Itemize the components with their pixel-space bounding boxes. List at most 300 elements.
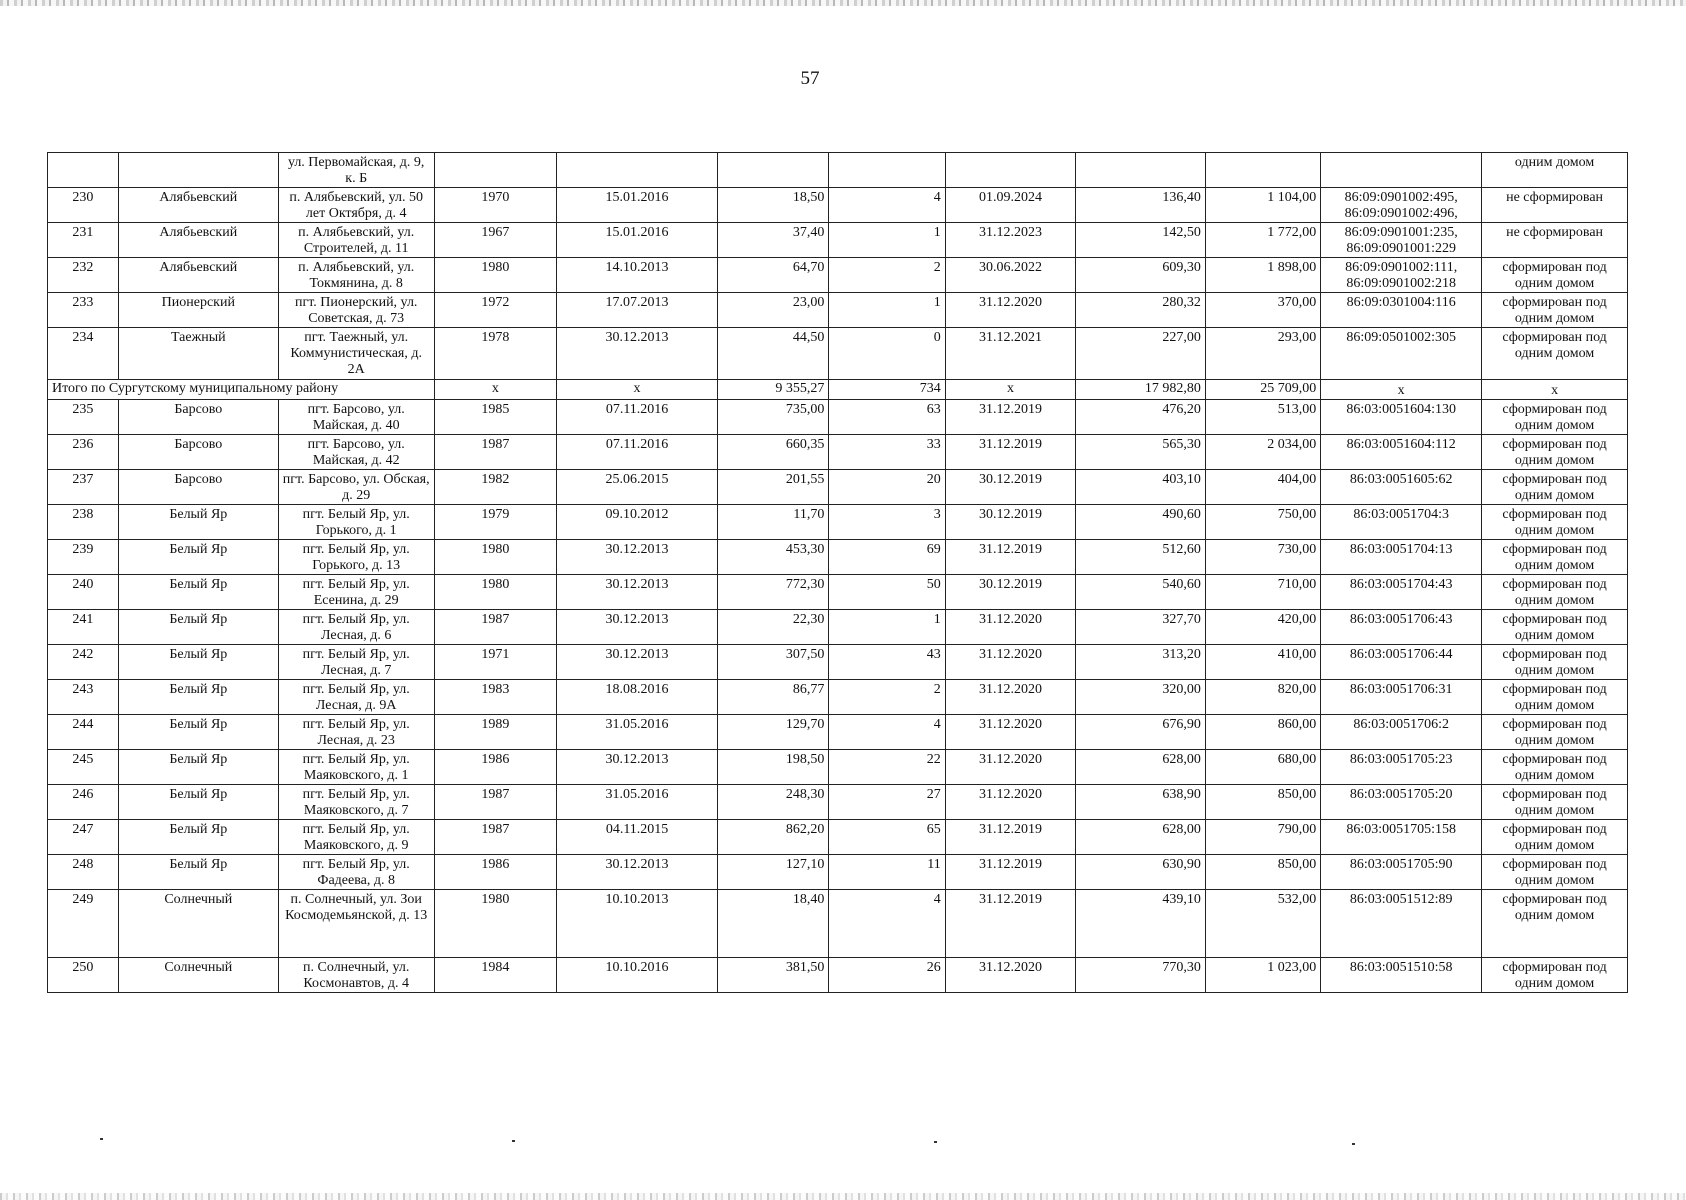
cell-cadastral: 86:03:0051605:62 <box>1321 470 1482 505</box>
cell-people: 43 <box>829 645 945 680</box>
cell-sum1: 630,90 <box>1076 855 1206 890</box>
cell-cadastral: 86:03:0051512:89 <box>1321 890 1482 958</box>
cell-year: 1971 <box>434 645 556 680</box>
cell-cadastral: 86:03:0051705:20 <box>1321 785 1482 820</box>
cell-num: 240 <box>48 575 119 610</box>
cell-settlement: Белый Яр <box>118 855 278 890</box>
cell-sum1: 327,70 <box>1076 610 1206 645</box>
cell-sum2: 820,00 <box>1205 680 1320 715</box>
cell-area: 23,00 <box>718 293 829 328</box>
cell-status: x <box>1482 380 1628 400</box>
cell-status: сформирован под одним домом <box>1482 470 1628 505</box>
cell-address: пгт. Белый Яр, ул. Маяковского, д. 7 <box>278 785 434 820</box>
cell-cadastral: 86:09:0301004:116 <box>1321 293 1482 328</box>
cell-num: 244 <box>48 715 119 750</box>
scan-speck <box>100 1138 103 1140</box>
cell-plan-date: 31.12.2020 <box>945 293 1076 328</box>
cell-cadastral: 86:03:0051704:43 <box>1321 575 1482 610</box>
cell-plan-date: 31.12.2020 <box>945 958 1076 993</box>
cell-sum1: 313,20 <box>1076 645 1206 680</box>
cell-date: 18.08.2016 <box>557 680 718 715</box>
cell-address: пгт. Барсово, ул. Майская, д. 40 <box>278 400 434 435</box>
cell-cadastral: 86:03:0051705:158 <box>1321 820 1482 855</box>
cell-year: 1986 <box>434 750 556 785</box>
cell-settlement: Алябьевский <box>118 258 278 293</box>
cell-area: 9 355,27 <box>718 380 829 400</box>
cell-area: 381,50 <box>718 958 829 993</box>
scan-speck <box>512 1140 515 1142</box>
cell-sum2: 420,00 <box>1205 610 1320 645</box>
cell-address: пгт. Пионерский, ул. Советская, д. 73 <box>278 293 434 328</box>
cell-plan-date: 31.12.2020 <box>945 680 1076 715</box>
cell-cadastral <box>1321 153 1482 188</box>
cell-people: 4 <box>829 715 945 750</box>
cell-status: сформирован под одним домом <box>1482 575 1628 610</box>
cell-address: пгт. Белый Яр, ул. Фадеева, д. 8 <box>278 855 434 890</box>
cell-sum2: 532,00 <box>1205 890 1320 958</box>
cell-sum1: 227,00 <box>1076 328 1206 380</box>
cell-cadastral: 86:09:0501002:305 <box>1321 328 1482 380</box>
cell-cadastral: x <box>1321 380 1482 400</box>
cell-cadastral: 86:03:0051705:90 <box>1321 855 1482 890</box>
cell-num: 235 <box>48 400 119 435</box>
cell-year: 1967 <box>434 223 556 258</box>
cell-sum1: 512,60 <box>1076 540 1206 575</box>
cell-status: сформирован под одним домом <box>1482 715 1628 750</box>
table-row <box>48 645 1628 680</box>
cell-num: 250 <box>48 958 119 993</box>
cell-cadastral: 86:03:0051704:3 <box>1321 505 1482 540</box>
cell-people: 0 <box>829 328 945 380</box>
cell-address: пгт. Барсово, ул. Майская, д. 42 <box>278 435 434 470</box>
cell-people: 2 <box>829 680 945 715</box>
cell-sum1: 628,00 <box>1076 820 1206 855</box>
cell-num: 241 <box>48 610 119 645</box>
cell-sum2: 1 023,00 <box>1205 958 1320 993</box>
cell-year: x <box>434 380 556 400</box>
cell-plan-date: 31.12.2019 <box>945 540 1076 575</box>
table-row <box>48 680 1628 715</box>
cell-status: сформирован под одним домом <box>1482 958 1628 993</box>
cell-settlement: Белый Яр <box>118 715 278 750</box>
cell-status: сформирован под одним домом <box>1482 855 1628 890</box>
cell-date: 07.11.2016 <box>557 400 718 435</box>
cell-settlement: Алябьевский <box>118 223 278 258</box>
cell-sum1: 565,30 <box>1076 435 1206 470</box>
cell-sum1: 142,50 <box>1076 223 1206 258</box>
cell-area: 660,35 <box>718 435 829 470</box>
cell-date: 15.01.2016 <box>557 223 718 258</box>
cell-settlement: Барсово <box>118 470 278 505</box>
table-row <box>48 610 1628 645</box>
cell-people: 3 <box>829 505 945 540</box>
cell-year: 1985 <box>434 400 556 435</box>
cell-area: 22,30 <box>718 610 829 645</box>
cell-settlement: Барсово <box>118 400 278 435</box>
cell-sum1: 476,20 <box>1076 400 1206 435</box>
housing-register-table <box>47 152 1628 993</box>
cell-plan-date: 30.06.2022 <box>945 258 1076 293</box>
cell-settlement: Белый Яр <box>118 505 278 540</box>
cell-plan-date: 31.12.2020 <box>945 715 1076 750</box>
cell-num: 245 <box>48 750 119 785</box>
cell-status: сформирован под одним домом <box>1482 328 1628 380</box>
table-row-continuation <box>48 153 1628 188</box>
cell-date: 30.12.2013 <box>557 540 718 575</box>
cell-status: сформирован под одним домом <box>1482 293 1628 328</box>
cell-plan-date: 01.09.2024 <box>945 188 1076 223</box>
cell-num: 237 <box>48 470 119 505</box>
scan-speck <box>934 1141 937 1143</box>
cell-sum1: 676,90 <box>1076 715 1206 750</box>
cell-status: сформирован под одним домом <box>1482 540 1628 575</box>
cell-num: 234 <box>48 328 119 380</box>
cell-people: 26 <box>829 958 945 993</box>
cell-date: 17.07.2013 <box>557 293 718 328</box>
cell-sum2: 1 104,00 <box>1205 188 1320 223</box>
cell-people: 1 <box>829 610 945 645</box>
cell-sum2: 850,00 <box>1205 855 1320 890</box>
cell-plan-date: 31.12.2021 <box>945 328 1076 380</box>
table-row <box>48 715 1628 750</box>
cell-year: 1987 <box>434 435 556 470</box>
cell-status: не сформирован <box>1482 223 1628 258</box>
cell-num: 243 <box>48 680 119 715</box>
cell-num: 230 <box>48 188 119 223</box>
cell-plan-date: 30.12.2019 <box>945 470 1076 505</box>
cell-sum1: 770,30 <box>1076 958 1206 993</box>
cell-year: 1987 <box>434 610 556 645</box>
cell-sum1: 638,90 <box>1076 785 1206 820</box>
cell-area: 735,00 <box>718 400 829 435</box>
cell-area: 127,10 <box>718 855 829 890</box>
cell-settlement: Алябьевский <box>118 188 278 223</box>
cell-people: 65 <box>829 820 945 855</box>
cell-people: 1 <box>829 223 945 258</box>
cell-settlement: Таежный <box>118 328 278 380</box>
cell-area: 862,20 <box>718 820 829 855</box>
cell-settlement: Пионерский <box>118 293 278 328</box>
cell-address: п. Солнечный, ул. Зои Космодемьянской, д. 13 <box>278 890 434 958</box>
cell-people: 4 <box>829 890 945 958</box>
cell-address: п. Алябьевский, ул. Строителей, д. 11 <box>278 223 434 258</box>
cell-people: 33 <box>829 435 945 470</box>
cell-status: не сформирован <box>1482 188 1628 223</box>
cell-status: сформирован под одним домом <box>1482 505 1628 540</box>
cell-cadastral: 86:03:0051604:130 <box>1321 400 1482 435</box>
cell-plan-date: 31.12.2019 <box>945 820 1076 855</box>
cell-address: пгт. Белый Яр, ул. Лесная, д. 23 <box>278 715 434 750</box>
cell-address: пгт. Белый Яр, ул. Есенина, д. 29 <box>278 575 434 610</box>
cell-sum2: 370,00 <box>1205 293 1320 328</box>
table-row <box>48 958 1628 993</box>
cell-settlement: Белый Яр <box>118 540 278 575</box>
cell-people: 2 <box>829 258 945 293</box>
cell-plan-date: x <box>945 380 1076 400</box>
cell-cadastral: 86:03:0051704:13 <box>1321 540 1482 575</box>
cell-address: п. Солнечный, ул. Космонавтов, д. 4 <box>278 958 434 993</box>
cell-sum1: 136,40 <box>1076 188 1206 223</box>
scan-speck <box>1352 1143 1355 1145</box>
cell-year: 1980 <box>434 540 556 575</box>
table-row <box>48 855 1628 890</box>
cell-area: 37,40 <box>718 223 829 258</box>
cell-address: ул. Первомайская, д. 9, к. Б <box>278 153 434 188</box>
cell-date: 04.11.2015 <box>557 820 718 855</box>
cell-settlement <box>118 153 278 188</box>
cell-settlement: Солнечный <box>118 958 278 993</box>
table-row <box>48 505 1628 540</box>
cell-plan-date: 30.12.2019 <box>945 575 1076 610</box>
cell-sum2: 680,00 <box>1205 750 1320 785</box>
cell-date: 10.10.2016 <box>557 958 718 993</box>
cell-sum1: 609,30 <box>1076 258 1206 293</box>
cell-sum1: 403,10 <box>1076 470 1206 505</box>
cell-plan-date: 31.12.2020 <box>945 610 1076 645</box>
cell-date: 14.10.2013 <box>557 258 718 293</box>
cell-status: сформирован под одним домом <box>1482 890 1628 958</box>
cell-settlement: Белый Яр <box>118 820 278 855</box>
cell-date: 30.12.2013 <box>557 575 718 610</box>
cell-sum2: 710,00 <box>1205 575 1320 610</box>
cell-date: 30.12.2013 <box>557 610 718 645</box>
cell-sum2: 850,00 <box>1205 785 1320 820</box>
cell-people: 69 <box>829 540 945 575</box>
cell-year: 1970 <box>434 188 556 223</box>
cell-settlement: Солнечный <box>118 890 278 958</box>
cell-settlement: Белый Яр <box>118 750 278 785</box>
cell-people: 63 <box>829 400 945 435</box>
table-row <box>48 258 1628 293</box>
cell-address: пгт. Белый Яр, ул. Лесная, д. 6 <box>278 610 434 645</box>
cell-area: 198,50 <box>718 750 829 785</box>
cell-sum2: 25 709,00 <box>1205 380 1320 400</box>
cell-sum2: 730,00 <box>1205 540 1320 575</box>
cell-people: 4 <box>829 188 945 223</box>
cell-plan-date: 31.12.2020 <box>945 785 1076 820</box>
cell-address: пгт. Белый Яр, ул. Маяковского, д. 1 <box>278 750 434 785</box>
cell-date: 25.06.2015 <box>557 470 718 505</box>
cell-people: 11 <box>829 855 945 890</box>
cell-sum1: 439,10 <box>1076 890 1206 958</box>
cell-cadastral: 86:09:0901001:235, 86:09:0901001:229 <box>1321 223 1482 258</box>
table-row <box>48 293 1628 328</box>
cell-area: 307,50 <box>718 645 829 680</box>
cell-plan-date: 31.12.2019 <box>945 855 1076 890</box>
table-row <box>48 575 1628 610</box>
cell-people <box>829 153 945 188</box>
cell-sum1: 628,00 <box>1076 750 1206 785</box>
cell-date <box>557 153 718 188</box>
scan-edge-top <box>0 0 1686 6</box>
cell-plan-date: 30.12.2019 <box>945 505 1076 540</box>
cell-year: 1986 <box>434 855 556 890</box>
cell-settlement: Белый Яр <box>118 645 278 680</box>
cell-num: 247 <box>48 820 119 855</box>
cell-address: пгт. Белый Яр, ул. Горького, д. 13 <box>278 540 434 575</box>
table-row <box>48 470 1628 505</box>
cell-date: 30.12.2013 <box>557 645 718 680</box>
cell-date: 31.05.2016 <box>557 785 718 820</box>
table-row <box>48 223 1628 258</box>
cell-sum2 <box>1205 153 1320 188</box>
cell-num: 246 <box>48 785 119 820</box>
cell-people: 22 <box>829 750 945 785</box>
table-row <box>48 188 1628 223</box>
cell-people: 50 <box>829 575 945 610</box>
cell-people: 1 <box>829 293 945 328</box>
cell-num <box>48 153 119 188</box>
cell-area: 453,30 <box>718 540 829 575</box>
cell-settlement: Белый Яр <box>118 680 278 715</box>
cell-plan-date: 31.12.2019 <box>945 890 1076 958</box>
cell-date: 30.12.2013 <box>557 855 718 890</box>
cell-sum2: 404,00 <box>1205 470 1320 505</box>
cell-area: 86,77 <box>718 680 829 715</box>
cell-area: 201,55 <box>718 470 829 505</box>
cell-num: 242 <box>48 645 119 680</box>
cell-date: 15.01.2016 <box>557 188 718 223</box>
cell-num: 248 <box>48 855 119 890</box>
cell-settlement: Белый Яр <box>118 610 278 645</box>
table-row-total <box>48 380 1628 400</box>
cell-num: 233 <box>48 293 119 328</box>
cell-cadastral: 86:03:0051705:23 <box>1321 750 1482 785</box>
cell-address: пгт. Белый Яр, ул. Лесная, д. 7 <box>278 645 434 680</box>
cell-cadastral: 86:03:0051706:43 <box>1321 610 1482 645</box>
table-body <box>48 153 1628 993</box>
cell-cadastral: 86:03:0051706:44 <box>1321 645 1482 680</box>
cell-status: сформирован под одним домом <box>1482 785 1628 820</box>
cell-people: 27 <box>829 785 945 820</box>
cell-area: 64,70 <box>718 258 829 293</box>
cell-area: 11,70 <box>718 505 829 540</box>
cell-year: 1980 <box>434 575 556 610</box>
cell-sum1: 280,32 <box>1076 293 1206 328</box>
cell-plan-date: 31.12.2020 <box>945 645 1076 680</box>
cell-people: 20 <box>829 470 945 505</box>
cell-plan-date: 31.12.2019 <box>945 400 1076 435</box>
cell-num: 249 <box>48 890 119 958</box>
cell-status: сформирован под одним домом <box>1482 645 1628 680</box>
cell-date: 31.05.2016 <box>557 715 718 750</box>
table-row <box>48 328 1628 380</box>
cell-people: 734 <box>829 380 945 400</box>
cell-area: 18,40 <box>718 890 829 958</box>
table-row <box>48 785 1628 820</box>
cell-num: 236 <box>48 435 119 470</box>
cell-sum2: 293,00 <box>1205 328 1320 380</box>
cell-address: пгт. Таежный, ул. Коммунистическая, д. 2А <box>278 328 434 380</box>
cell-cadastral: 86:03:0051706:31 <box>1321 680 1482 715</box>
cell-address: пгт. Белый Яр, ул. Лесная, д. 9А <box>278 680 434 715</box>
cell-area: 18,50 <box>718 188 829 223</box>
cell-date: 09.10.2012 <box>557 505 718 540</box>
cell-status: сформирован под одним домом <box>1482 610 1628 645</box>
cell-year: 1980 <box>434 890 556 958</box>
cell-date: 10.10.2013 <box>557 890 718 958</box>
cell-plan-date: 31.12.2019 <box>945 435 1076 470</box>
cell-area: 44,50 <box>718 328 829 380</box>
cell-cadastral: 86:03:0051706:2 <box>1321 715 1482 750</box>
cell-status: сформирован под одним домом <box>1482 435 1628 470</box>
cell-status: сформирован под одним домом <box>1482 750 1628 785</box>
table-row <box>48 400 1628 435</box>
cell-sum2: 410,00 <box>1205 645 1320 680</box>
table-row <box>48 820 1628 855</box>
cell-sum1 <box>1076 153 1206 188</box>
cell-year: 1989 <box>434 715 556 750</box>
cell-sum1: 490,60 <box>1076 505 1206 540</box>
cell-total-label: Итого по Сургутскому муниципальному району <box>48 380 435 400</box>
cell-status: сформирован под одним домом <box>1482 680 1628 715</box>
table-row <box>48 540 1628 575</box>
cell-settlement: Белый Яр <box>118 575 278 610</box>
cell-cadastral: 86:09:0901002:111, 86:09:0901002:218 <box>1321 258 1482 293</box>
cell-sum2: 2 034,00 <box>1205 435 1320 470</box>
cell-date: x <box>557 380 718 400</box>
cell-year: 1972 <box>434 293 556 328</box>
table-row <box>48 750 1628 785</box>
cell-address: пгт. Белый Яр, ул. Горького, д. 1 <box>278 505 434 540</box>
scan-edge-bottom <box>0 1193 1686 1200</box>
cell-year: 1984 <box>434 958 556 993</box>
cell-status: сформирован под одним домом <box>1482 400 1628 435</box>
cell-date: 30.12.2013 <box>557 750 718 785</box>
cell-cadastral: 86:03:0051604:112 <box>1321 435 1482 470</box>
cell-sum1: 17 982,80 <box>1076 380 1206 400</box>
cell-num: 232 <box>48 258 119 293</box>
cell-cadastral: 86:03:0051510:58 <box>1321 958 1482 993</box>
cell-sum1: 320,00 <box>1076 680 1206 715</box>
cell-area: 129,70 <box>718 715 829 750</box>
cell-year: 1978 <box>434 328 556 380</box>
cell-year: 1980 <box>434 258 556 293</box>
cell-year: 1987 <box>434 785 556 820</box>
cell-date: 30.12.2013 <box>557 328 718 380</box>
cell-sum2: 750,00 <box>1205 505 1320 540</box>
cell-num: 239 <box>48 540 119 575</box>
cell-sum1: 540,60 <box>1076 575 1206 610</box>
cell-area <box>718 153 829 188</box>
cell-year: 1982 <box>434 470 556 505</box>
cell-address: пгт. Барсово, ул. Обская, д. 29 <box>278 470 434 505</box>
cell-sum2: 790,00 <box>1205 820 1320 855</box>
table-row <box>48 435 1628 470</box>
cell-settlement: Барсово <box>118 435 278 470</box>
page-number: 57 <box>800 68 820 89</box>
cell-num: 238 <box>48 505 119 540</box>
cell-address: п. Алябьевский, ул. Токмянина, д. 8 <box>278 258 434 293</box>
cell-area: 248,30 <box>718 785 829 820</box>
cell-plan-date: 31.12.2023 <box>945 223 1076 258</box>
cell-year <box>434 153 556 188</box>
cell-plan-date: 31.12.2020 <box>945 750 1076 785</box>
cell-cadastral: 86:09:0901002:495, 86:09:0901002:496, <box>1321 188 1482 223</box>
cell-sum2: 513,00 <box>1205 400 1320 435</box>
cell-area: 772,30 <box>718 575 829 610</box>
cell-year: 1983 <box>434 680 556 715</box>
cell-year: 1979 <box>434 505 556 540</box>
cell-status: одним домом <box>1482 153 1628 188</box>
cell-sum2: 1 898,00 <box>1205 258 1320 293</box>
table-row <box>48 890 1628 958</box>
cell-sum2: 1 772,00 <box>1205 223 1320 258</box>
cell-plan-date <box>945 153 1076 188</box>
cell-status: сформирован под одним домом <box>1482 820 1628 855</box>
cell-sum2: 860,00 <box>1205 715 1320 750</box>
cell-date: 07.11.2016 <box>557 435 718 470</box>
